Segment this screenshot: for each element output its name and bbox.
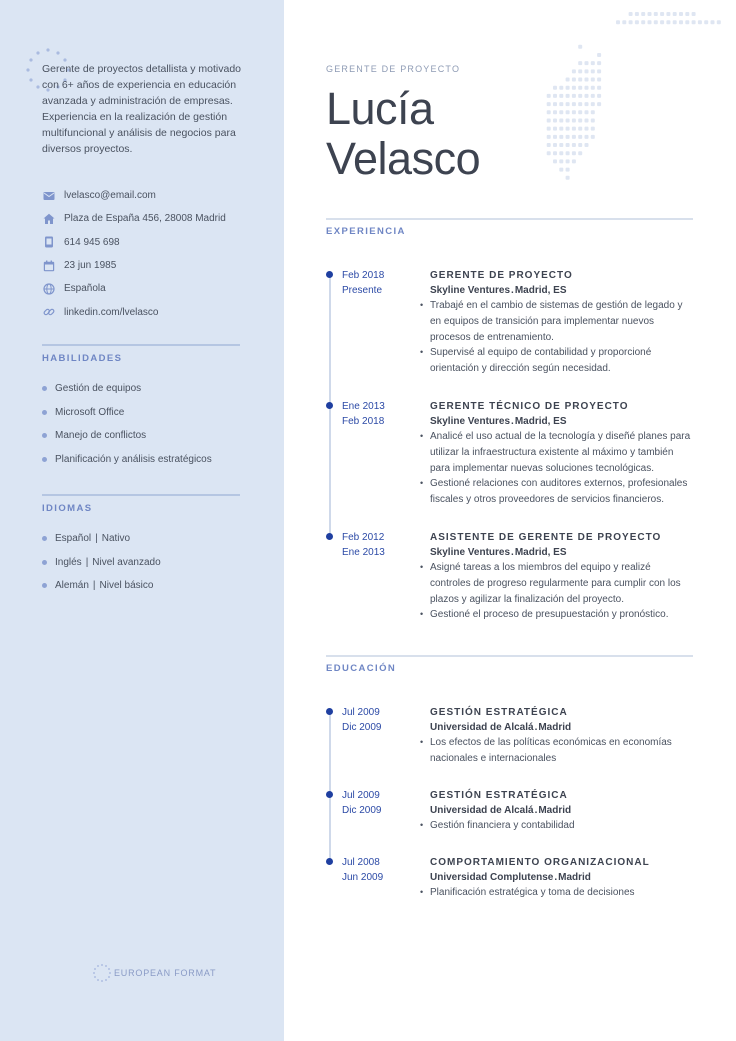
- link-icon: [42, 305, 56, 319]
- language-item: Inglés | Nivel avanzado: [42, 551, 252, 575]
- contact-list: [42, 184, 252, 324]
- timeline-dot: [326, 858, 333, 865]
- skills-heading: HABILIDADES: [42, 353, 123, 364]
- skills-list: [42, 377, 252, 471]
- contact-phone: [42, 231, 252, 254]
- skill-item: Gestión de equipos: [42, 377, 252, 401]
- list-item: • Supervisé al equipo de contabilidad y proporcioné orientación y dirección según necesidad.: [420, 345, 694, 377]
- email-icon: [42, 189, 56, 203]
- entry-dates: Jul 2009 Dic 2009: [342, 790, 382, 816]
- list-item: • Gestioné el proceso de presupuestación y pronóstico.: [420, 607, 694, 623]
- bullet-icon: [42, 583, 47, 588]
- divider: [42, 494, 240, 496]
- timeline-dot: [326, 708, 333, 715]
- timeline-dot: [326, 791, 333, 798]
- bullet-icon: [42, 560, 47, 565]
- contact-email-text[interactable]: lvelasco@email.com: [64, 190, 156, 202]
- entry-bullets: [420, 298, 694, 377]
- entry-bullets: [420, 818, 694, 834]
- sidebar: [0, 0, 284, 1041]
- skill-item: Manejo de conflictos: [42, 424, 252, 448]
- languages-list: [42, 527, 252, 598]
- brand-logo: [92, 963, 216, 983]
- calendar-icon: [42, 259, 56, 273]
- entry-title: ASISTENTE DE GERENTE DE PROYECTO: [430, 532, 662, 543]
- entry-dates: Jul 2009 Dic 2009: [342, 707, 382, 733]
- experience-heading: EXPERIENCIA: [326, 226, 406, 237]
- contact-linkedin-text[interactable]: linkedin.com/lvelasco: [64, 306, 159, 318]
- dotted-map-icon: [546, 8, 736, 188]
- entry-title: GERENTE TÉCNICO DE PROYECTO: [430, 401, 629, 412]
- divider: [326, 218, 693, 220]
- job-title: GERENTE DE PROYECTO: [326, 64, 461, 74]
- brand-text: EUROPEAN FORMAT: [114, 968, 217, 978]
- entry-title: GESTIÓN ESTRATÉGICA: [430, 707, 568, 718]
- globe-icon: [42, 282, 56, 296]
- contact-birthdate: [42, 254, 252, 277]
- first-name: Lucía: [326, 83, 434, 134]
- list-item: • Gestión financiera y contabilidad: [420, 818, 694, 834]
- stars-circle-icon: [92, 963, 112, 983]
- contact-address: [42, 207, 252, 230]
- profile-summary: Gerente de proyectos detallista y motivado con 6+ años de experiencia en educación avanzada y administración de empresas. Experiencia en la realización de gestión multifuncional y análisis de negocios para diversos proyectos.: [42, 63, 242, 155]
- language-item: Español | Nativo: [42, 527, 252, 551]
- entry-organization: Skyline Ventures.Madrid, ES: [430, 416, 567, 427]
- list-item: • Planificación estratégica y toma de decisiones: [420, 885, 694, 901]
- skill-item: Microsoft Office: [42, 401, 252, 425]
- bullet-icon: [42, 433, 47, 438]
- entry-title: GESTIÓN ESTRATÉGICA: [430, 790, 568, 801]
- bullet-icon: [42, 386, 47, 391]
- entry-bullets: [420, 735, 694, 767]
- entry-dates: Jul 2008 Jun 2009: [342, 857, 384, 883]
- list-item: • Analicé el uso actual de la tecnología y diseñé planes para utilizar la infraestructura existente al máximo y también para implementar nuevas soluciones tecnológicas.: [420, 429, 694, 476]
- languages-heading: IDIOMAS: [42, 503, 93, 514]
- divider: [326, 655, 693, 657]
- entry-organization: Skyline Ventures.Madrid, ES: [430, 547, 567, 558]
- list-item: • Trabajé en el cambio de sistemas de gestión de legado y en equipos de transición para implementar nuevos procesos de entrenamiento.: [420, 298, 694, 345]
- contact-email: [42, 184, 252, 207]
- home-icon: [42, 212, 56, 226]
- list-item: • Gestioné relaciones con auditores externos, profesionales fiscales y otros proveedores de servicios financieros.: [420, 476, 694, 508]
- entry-organization: Universidad Complutense.Madrid: [430, 872, 591, 883]
- timeline-line: [329, 712, 331, 864]
- bullet-icon: [42, 536, 47, 541]
- bullet-icon: [42, 457, 47, 462]
- last-name: Velasco: [326, 133, 481, 184]
- entry-bullets: [420, 560, 694, 623]
- entry-title: GERENTE DE PROYECTO: [430, 270, 573, 281]
- bullet-icon: [42, 410, 47, 415]
- contact-birthdate-text: 23 jun 1985: [64, 260, 117, 272]
- entry-dates: Ene 2013 Feb 2018: [342, 401, 385, 427]
- entry-organization: Universidad de Alcalá.Madrid: [430, 722, 572, 733]
- entry-bullets: [420, 429, 694, 508]
- contact-nationality: [42, 277, 252, 300]
- entry-dates: Feb 2018 Presente: [342, 270, 385, 296]
- entry-bullets: [420, 885, 694, 901]
- person-name: [326, 84, 480, 184]
- contact-linkedin: [42, 300, 252, 323]
- contact-address-text: Plaza de España 456, 28008 Madrid: [64, 213, 226, 225]
- timeline-dot: [326, 402, 333, 409]
- skill-item: Planificación y análisis estratégicos: [42, 448, 252, 472]
- contact-phone-text: 614 945 698: [64, 236, 120, 248]
- list-item: • Asigné tareas a los miembros del equipo y realizé controles de progreso regularmente para cumplir con los plazos y agilizar la finalización del proyecto.: [420, 560, 694, 607]
- timeline-dot: [326, 271, 333, 278]
- education-heading: EDUCACIÓN: [326, 663, 397, 674]
- language-item: Alemán | Nivel básico: [42, 574, 252, 598]
- phone-icon: [42, 235, 56, 249]
- entry-title: COMPORTAMIENTO ORGANIZACIONAL: [430, 857, 650, 868]
- divider: [42, 344, 240, 346]
- contact-nationality-text: Española: [64, 283, 106, 295]
- entry-organization: Universidad de Alcalá.Madrid: [430, 805, 572, 816]
- timeline-dot: [326, 533, 333, 540]
- entry-organization: Skyline Ventures.Madrid, ES: [430, 285, 567, 296]
- list-item: • Los efectos de las políticas económicas en economías nacionales e internacionales: [420, 735, 694, 767]
- entry-dates: Feb 2012 Ene 2013: [342, 532, 385, 558]
